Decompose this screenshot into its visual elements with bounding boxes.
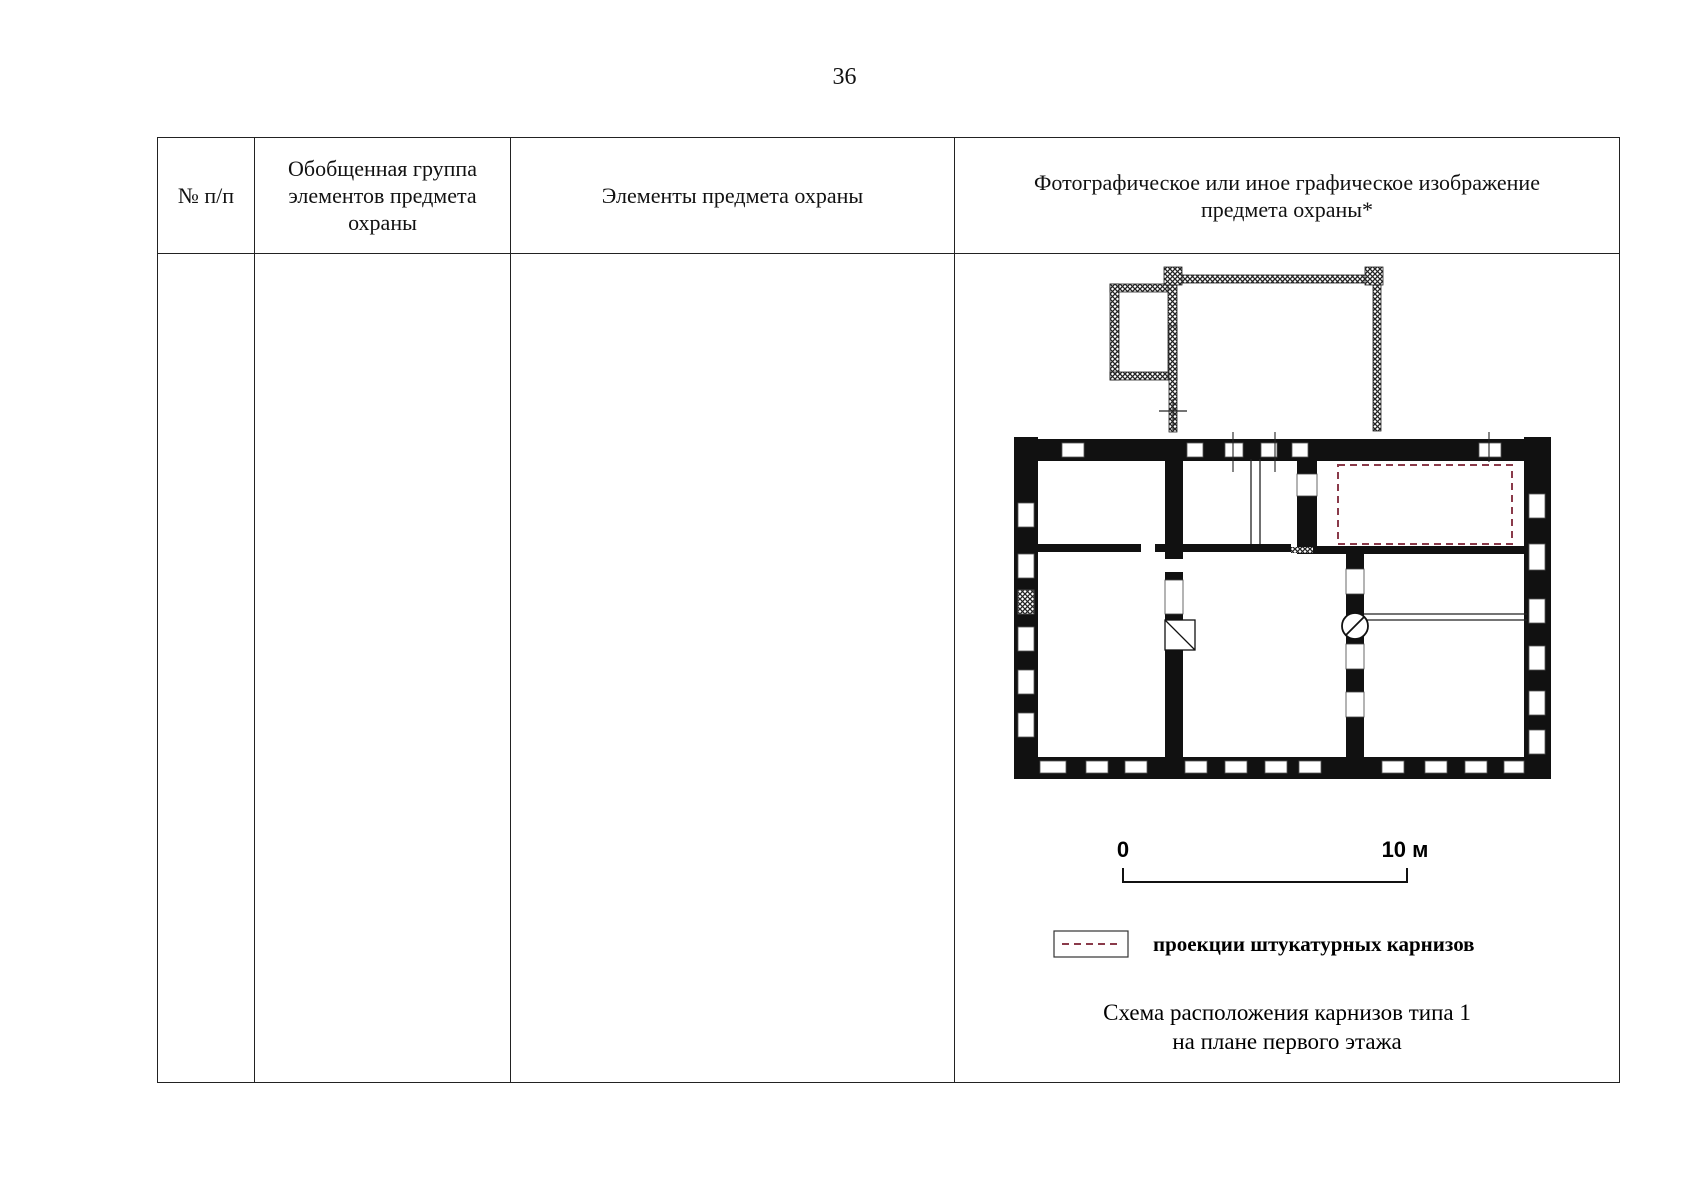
header-image (955, 138, 1620, 254)
cell-elements (511, 254, 955, 1083)
scale-bar (1123, 868, 1407, 883)
cornice-projection (1338, 465, 1512, 544)
cell-group (255, 254, 511, 1083)
annex-walls (1110, 267, 1383, 432)
header-group-text: Обобщенная группа элементов предмета охраны (288, 156, 477, 235)
cell-image (955, 254, 1620, 1083)
protection-table (157, 137, 1620, 1083)
page-number: 36 (832, 64, 857, 90)
figure-caption-line1: Схема расположения карнизов типа 1 (1103, 1000, 1471, 1025)
scale-start-label: 0 (1116, 837, 1130, 862)
header-image-text: Фотографическое или иное графическое изображение предмета охраны* (1034, 169, 1540, 222)
floor-plan-figure (955, 254, 1618, 1080)
cell-number (158, 254, 255, 1083)
building-walls (1014, 437, 1551, 779)
scale-end-label: 10 м (1381, 837, 1429, 862)
header-group (255, 138, 511, 254)
figure-caption-line2: на плане первого этажа (1172, 1029, 1402, 1054)
header-number: № п/п (158, 138, 255, 254)
interior-walls (1035, 459, 1527, 762)
header-elements: Элементы предмета охраны (511, 138, 955, 254)
legend-label: проекции штукатурных карнизов (1153, 932, 1475, 956)
